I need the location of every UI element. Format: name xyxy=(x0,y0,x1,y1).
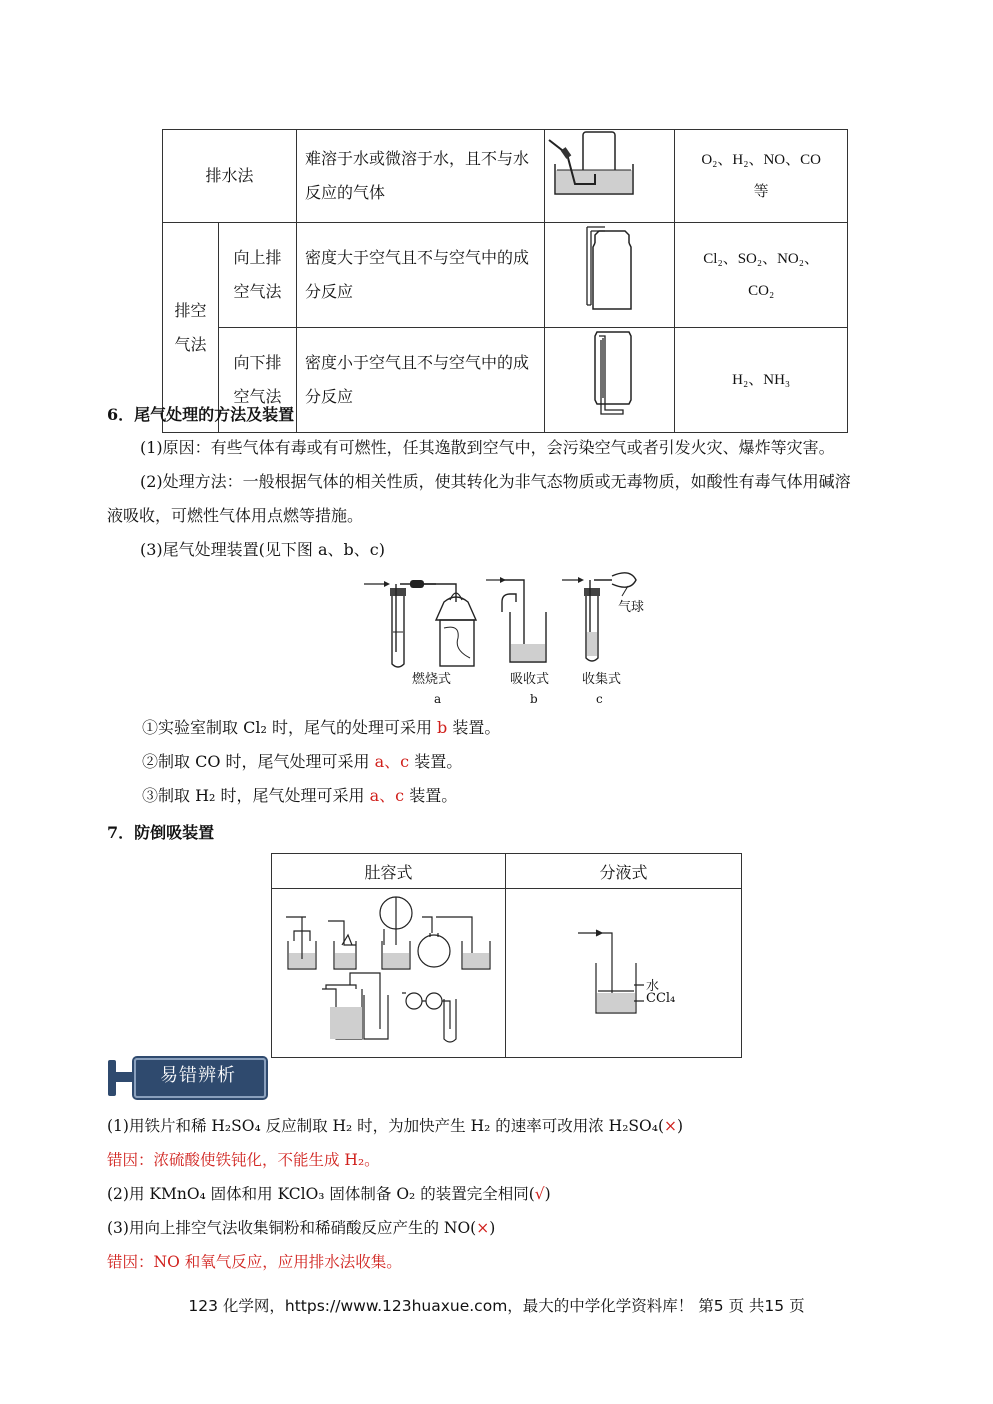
figure-label-c: 收集式 xyxy=(582,672,622,687)
error-item-2 xyxy=(107,1179,551,1209)
answer-1-fill: b xyxy=(437,718,448,737)
figure-letter-a: a xyxy=(434,692,442,706)
section7-heading: 7．防倒吸装置 xyxy=(107,823,215,842)
anti-suckback-table xyxy=(271,853,742,1058)
error-3-text: (3)用向上排空气法收集铜粉和稀硝酸反应产生的 NO( xyxy=(107,1219,477,1237)
answer-3-text: ③制取 H₂ 时，尾气处理可采用 xyxy=(142,786,370,805)
error-1-mark: × xyxy=(664,1117,677,1135)
answer-1 xyxy=(142,711,500,745)
method-label: 向上排空气法 xyxy=(233,248,282,301)
desc-cell: 难溶于水或微溶于水，且不与水反应的气体 xyxy=(296,130,544,223)
answer-2-text: ②制取 CO 时，尾气处理可采用 xyxy=(142,752,375,771)
answer-1-end: 装置。 xyxy=(447,718,501,737)
gas-list: Cl₂、SO₂、NO₂、 xyxy=(703,251,819,267)
gas-list-cont: CO₂ xyxy=(748,283,775,299)
error-3-reason: 错因：NO 和氧气反应，应用排水法收集。 xyxy=(107,1253,402,1271)
error-1-end: ) xyxy=(677,1117,684,1135)
gases-cell xyxy=(675,130,848,223)
answer-3-end: 装置。 xyxy=(404,786,458,805)
section6-heading: 6．尾气处理的方法及装置 xyxy=(107,405,295,424)
page-footer: 123 化学网，https://www.123huaxue.com，最大的中学化学资料库！ 第5 页 共15 页 xyxy=(188,1297,805,1315)
ccl4-label: CCl₄ xyxy=(646,991,676,1006)
table-header-row xyxy=(272,854,742,889)
method-cell xyxy=(218,223,296,328)
gases-cell xyxy=(675,328,848,433)
gas-list: O₂、H₂、NO、CO xyxy=(701,152,821,168)
figure-label-b: 吸收式 xyxy=(510,672,550,687)
tail-gas-apparatus xyxy=(360,572,660,672)
gas-collection-table xyxy=(162,129,848,433)
group-cell xyxy=(163,223,219,433)
error-2-mark: √ xyxy=(534,1185,545,1203)
error-3-end: ) xyxy=(489,1219,496,1237)
separatory-type-figure xyxy=(506,889,742,1058)
tail-gas-figure xyxy=(360,572,660,708)
method-cell: 排水法 xyxy=(163,130,297,223)
method-label: 向下排空气法 xyxy=(233,353,282,406)
error-3-mark: × xyxy=(476,1219,490,1237)
error-1-reason: 错因：浓硫酸使铁钝化，不能生成 H₂。 xyxy=(107,1151,380,1169)
section6-p3: (3)尾气处理装置(见下图 a、b、c) xyxy=(140,540,385,559)
answer-2-end: 装置。 xyxy=(409,752,463,771)
answer-1-text: ①实验室制取 Cl₂ 时，尾气的处理可采用 xyxy=(142,718,438,737)
desc-cell: 密度小于空气且不与空气中的成分反应 xyxy=(296,328,544,433)
answer-2-fill: a、c xyxy=(374,752,410,771)
table-row xyxy=(163,130,848,223)
banner-title: 易错辨析 xyxy=(160,1065,236,1086)
upward-air-figure xyxy=(545,223,675,328)
gas-list-cont: 等 xyxy=(753,184,769,200)
balloon-label: 气球 xyxy=(618,600,645,615)
col-header-1: 肚容式 xyxy=(272,854,506,889)
water-displacement-figure xyxy=(545,130,675,223)
separatory-apparatus xyxy=(506,889,741,1053)
figure-letter-b: b xyxy=(530,692,538,706)
belly-type-figure xyxy=(272,889,506,1058)
desc-cell: 密度大于空气且不与空气中的成分反应 xyxy=(296,223,544,328)
gases-cell xyxy=(675,223,848,328)
figure-label-a: 燃烧式 xyxy=(412,672,452,687)
downward-air-figure xyxy=(545,328,675,433)
answer-2 xyxy=(142,745,462,779)
section6-p2a: (2)处理方法：一般根据气体的相关性质，使其转化为非气态物质或无毒物质，如酸性有毒气体用碱溶 xyxy=(140,472,851,491)
col-header-2: 分液式 xyxy=(506,854,742,889)
table-row xyxy=(163,223,848,328)
section6-p2b: 液吸收，可燃性气体用点燃等措施。 xyxy=(107,506,364,525)
answer-3-fill: a、c xyxy=(369,786,405,805)
table-row xyxy=(272,889,742,1058)
figure-letter-c: c xyxy=(596,692,603,706)
error-item-1 xyxy=(107,1111,683,1141)
section6-p1: (1)原因：有些气体有毒或有可燃性，任其逸散到空气中，会污染空气或者引发火灾、爆炸等灾害。 xyxy=(140,438,835,457)
error-1-text: (1)用铁片和稀 H₂SO₄ 反应制取 H₂ 时，为加快产生 H₂ 的速率可改用浓 H₂SO₄( xyxy=(107,1117,664,1135)
gas-list: H₂、NH₃ xyxy=(732,372,791,388)
common-mistakes-banner xyxy=(106,1056,266,1100)
error-2-end: ) xyxy=(544,1185,551,1203)
error-item-3 xyxy=(107,1213,495,1243)
error-2-text: (2)用 KMnO₄ 固体和用 KClO₃ 固体制备 O₂ 的装置完全相同( xyxy=(107,1185,535,1203)
answer-3 xyxy=(142,779,457,813)
water-label: 水 xyxy=(646,979,660,994)
group-label: 排空气法 xyxy=(174,300,207,354)
